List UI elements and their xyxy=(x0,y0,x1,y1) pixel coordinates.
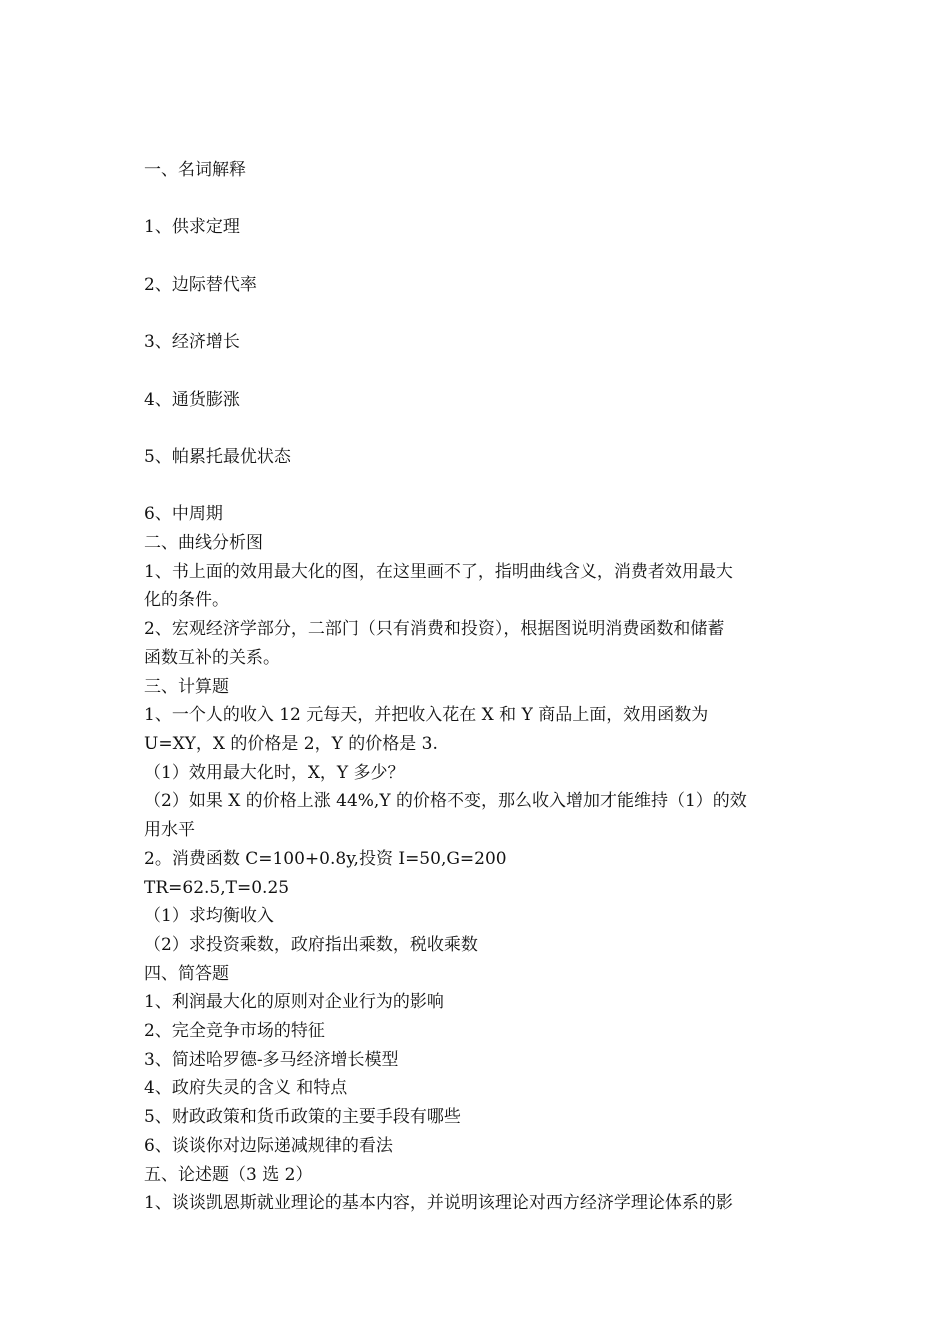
section-heading-5: 五、论述题（3 选 2） xyxy=(144,1165,313,1185)
question-line: 3、简述哈罗德-多马经济增长模型 xyxy=(144,1050,399,1070)
question-line: 2、宏观经济学部分，二部门（只有消费和投资），根据图说明消费函数和储蓄 xyxy=(144,619,725,639)
question-line: TR=62.5,T=0.25 xyxy=(144,878,290,898)
sub-question-line: （1）效用最大化时，X，Y 多少？ xyxy=(144,763,405,783)
term-item-1: 1、供求定理 xyxy=(144,217,240,237)
question-line: 6、谈谈你对边际递减规律的看法 xyxy=(144,1136,393,1156)
question-line: 2。消费函数 C=100+0.8y,投资 I=50,G=200 xyxy=(144,849,507,869)
section-heading-3: 三、计算题 xyxy=(144,677,229,697)
sub-question-line: （1）求均衡收入 xyxy=(144,906,274,926)
term-item-3: 3、经济增长 xyxy=(144,332,240,352)
question-line: 2、完全竞争市场的特征 xyxy=(144,1021,325,1041)
question-line: 4、政府失灵的含义 和特点 xyxy=(144,1078,348,1098)
question-line: 化的条件。 xyxy=(144,590,229,610)
term-item-4: 4、通货膨涨 xyxy=(144,390,240,410)
question-line: 函数互补的关系。 xyxy=(144,648,280,668)
sub-question-line: （2）如果 X 的价格上涨 44%,Y 的价格不变，那么收入增加才能维持（1）的效 xyxy=(144,791,747,811)
term-item-6: 6、中周期 xyxy=(144,504,223,524)
sub-question-line: （2）求投资乘数，政府指出乘数，税收乘数 xyxy=(144,935,478,955)
section-heading-2: 二、曲线分析图 xyxy=(144,533,263,553)
question-line: 1、利润最大化的原则对企业行为的影响 xyxy=(144,992,444,1012)
section-heading-1: 一、名词解释 xyxy=(144,160,246,180)
sub-question-line: 用水平 xyxy=(144,820,195,840)
question-line: U=XY，X 的价格是 2，Y 的价格是 3. xyxy=(144,734,438,754)
question-line: 1、谈谈凯恩斯就业理论的基本内容，并说明该理论对西方经济学理论体系的影 xyxy=(144,1193,733,1213)
question-line: 5、财政政策和货币政策的主要手段有哪些 xyxy=(144,1107,461,1127)
section-heading-4: 四、简答题 xyxy=(144,964,229,984)
question-line: 1、一个人的收入 12 元每天，并把收入花在 X 和 Y 商品上面，效用函数为 xyxy=(144,705,709,725)
term-item-5: 5、帕累托最优状态 xyxy=(144,447,291,467)
term-item-2: 2、边际替代率 xyxy=(144,275,257,295)
question-line: 1、书上面的效用最大化的图，在这里画不了，指明曲线含义，消费者效用最大 xyxy=(144,562,733,582)
